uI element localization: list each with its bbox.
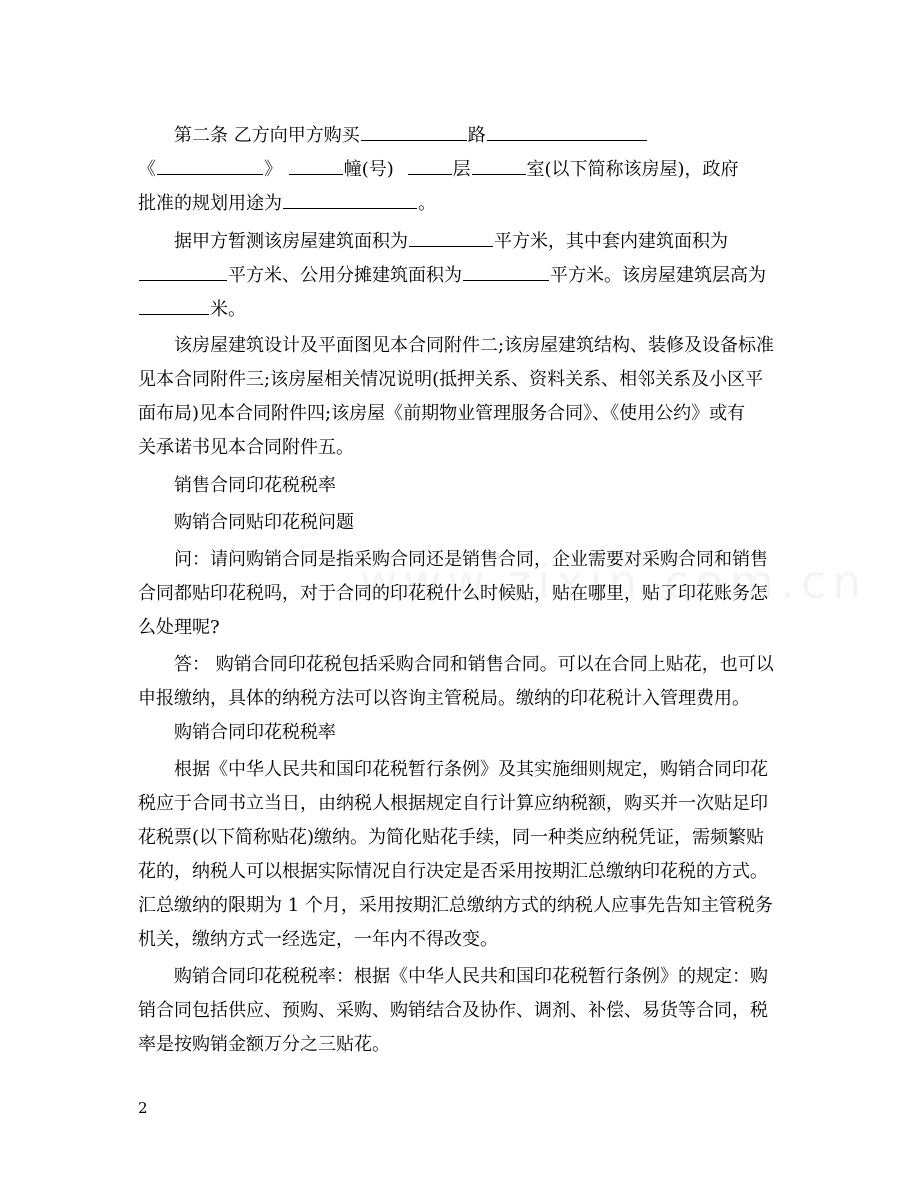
regulation-line: 花税票(以下简称贴花)缴纳。为简化贴花手续，同一种类应纳税凭证，需频繁贴 bbox=[138, 827, 765, 848]
article-text: 幢(号) bbox=[343, 159, 394, 180]
question-line: 问：请问购销合同是指采购合同还是销售合同，企业需要对采购合同和销售 bbox=[174, 549, 768, 570]
heading: 销售合同印花税税率 bbox=[174, 475, 336, 496]
attachments-line: 关承诺书见本合同附件五。 bbox=[138, 437, 354, 458]
article-text: 路 bbox=[467, 125, 486, 146]
area-text: 平方米，其中套内建筑面积为 bbox=[494, 231, 728, 252]
question-line: 合同都贴印花税吗，对于合同的印花税什么时候贴，贴在哪里，贴了印花账务怎 bbox=[138, 583, 768, 604]
area-line-1 bbox=[174, 229, 728, 253]
area-text: 米。 bbox=[210, 299, 246, 320]
question-line: 么处理呢? bbox=[138, 617, 220, 638]
area-line-3 bbox=[138, 297, 246, 321]
regulation-line: 根据《中华人民共和国印花税暂行条例》及其实施细则规定，购销合同印花 bbox=[174, 759, 768, 780]
regulation-line: 税应于合同书立当日，由纳税人根据规定自行计算应纳税额，购买并一次贴足印 bbox=[138, 793, 768, 814]
article-line-1 bbox=[174, 123, 648, 147]
area-text: 据甲方暂测该房屋建筑面积为 bbox=[174, 231, 408, 252]
article-text: 层 bbox=[452, 159, 471, 180]
answer-line: 答： 购销合同印花税包括采购合同和销售合同。可以在合同上贴花，也可以 bbox=[174, 654, 774, 675]
article-text: 》 bbox=[264, 159, 282, 180]
answer-line: 申报缴纳，具体的纳税方法可以咨询主管税局。缴纳的印花税计入管理费用。 bbox=[138, 688, 750, 709]
page-number: 2 bbox=[138, 1099, 148, 1117]
blank-field bbox=[361, 123, 467, 141]
area-text: 平方米、公用分摊建筑面积为 bbox=[228, 265, 462, 286]
blank-field bbox=[487, 123, 647, 141]
attachments-line: 该房屋建筑设计及平面图见本合同附件二;该房屋建筑结构、装修及设备标准 bbox=[174, 335, 775, 356]
attachments-line: 面布局)见本合同附件四;该房屋《前期物业管理服务合同》、《使用公约》或有 bbox=[138, 403, 746, 424]
blank-field bbox=[472, 157, 526, 175]
regulation-line: 机关，缴纳方式一经选定，一年内不得改变。 bbox=[138, 929, 498, 950]
article-text: 第二条 乙方向甲方购买 bbox=[174, 125, 360, 146]
blank-field bbox=[463, 263, 549, 281]
article-text: 。 bbox=[418, 193, 436, 214]
heading: 购销合同贴印花税问题 bbox=[174, 512, 354, 533]
heading: 购销合同印花税税率 bbox=[174, 722, 336, 743]
blank-field bbox=[289, 157, 343, 175]
rate-line: 销合同包括供应、预购、采购、购销结合及协作、调剂、补偿、易货等合同，税 bbox=[138, 1000, 768, 1021]
article-line-3 bbox=[138, 191, 436, 215]
blank-field bbox=[409, 229, 493, 247]
rate-line: 率是按购销金额万分之三贴花。 bbox=[138, 1034, 390, 1055]
attachments-line: 见本合同附件三;该房屋相关情况说明(抵押关系、资料关系、相邻关系及小区平 bbox=[138, 369, 764, 390]
regulation-line: 汇总缴纳的限期为 1 个月，采用按期汇总缴纳方式的纳税人应事先告知主管税务 bbox=[138, 895, 773, 916]
article-text: 《 bbox=[138, 159, 156, 180]
regulation-line: 花的，纳税人可以根据实际情况自行决定是否采用按期汇总缴纳印花税的方式。 bbox=[138, 861, 768, 882]
area-line-2 bbox=[138, 263, 766, 287]
blank-field bbox=[408, 157, 452, 175]
article-line-2 bbox=[138, 157, 739, 181]
area-text: 平方米。该房屋建筑层高为 bbox=[550, 265, 766, 286]
article-text: 批准的规划用途为 bbox=[138, 193, 282, 214]
blank-field bbox=[157, 157, 263, 175]
blank-field bbox=[139, 263, 227, 281]
article-text: 室(以下简称该房屋)，政府 bbox=[526, 159, 739, 180]
rate-line: 购销合同印花税税率：根据《中华人民共和国印花税暂行条例》的规定：购 bbox=[174, 966, 768, 987]
blank-field bbox=[283, 191, 417, 209]
blank-field bbox=[139, 297, 209, 315]
